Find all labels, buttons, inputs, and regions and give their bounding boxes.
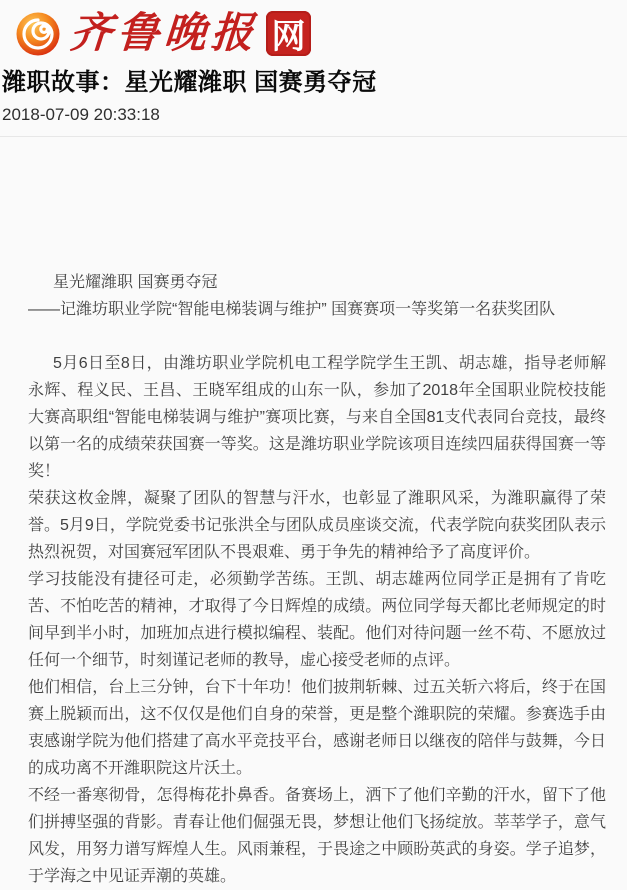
paragraph: 他们相信，台上三分钟，台下十年功！他们披荆斩棘、过五关斩六将后，终于在国赛上脱颖而出，这不仅仅是他们自身的荣誉，更是整个潍职院的荣耀。参赛选手由衷感谢学院为他们搭建了高水平竞技平台，感谢老师日以继夜的陪伴与鼓舞，今日的成功离不开潍职院这片沃土。 (28, 679, 606, 777)
logo-swirl-icon (14, 9, 62, 57)
site-header (0, 0, 627, 60)
header-divider (0, 136, 627, 137)
paragraph: 荣获这枚金牌，凝聚了团队的智慧与汗水，也彰显了潍职风采，为潍职赢得了荣誉。5月9日，学院党委书记张洪全与团队成员座谈交流，代表学院向获奖团队表示热烈祝贺，对国赛冠军团队不畏艰难、勇于争先的精神给予了高度评价。 (28, 490, 606, 561)
paragraph: 学习技能没有捷径可走，必须勤学苦练。王凯、胡志雄两位同学正是拥有了肯吃苦、不怕吃苦的精神，才取得了今日辉煌的成绩。两位同学每天都比老师规定的时间早到半小时，加班加点进行模拟编程、装配。他们对待问题一丝不苟、不愿放过任何一个细节，时刻谨记老师的教导，虚心接受老师的点评。 (28, 571, 606, 669)
logo-brand-text: 齐鲁晚报 (68, 9, 260, 56)
paragraph: 不经一番寒彻骨，怎得梅花扑鼻香。备赛场上，洒下了他们辛勤的汗水，留下了他们拼搏坚强的背影。青春让他们倔强无畏，梦想让他们飞扬绽放。莘莘学子，意气风发，用努力谱写辉煌人生。风雨兼程，于畏途之中顾盼英武的身姿。学子追梦，于学海之中见证弄潮的英雄。 (28, 787, 606, 885)
paragraph: 5月6日至8日，由潍坊职业学院机电工程学院学生王凯、胡志雄，指导老师解永辉、程义民、王昌、王晓军组成的山东一队，参加了2018年全国职业院校技能大赛高职组“智能电梯装调与维护”赛项比赛，与来自全国81支代表同台竞技，最终以第一名的成绩荣获国赛一等奖。这是潍坊职业学院该项目连续四届获得国赛一等奖！ (28, 355, 606, 480)
body-subtitle: ——记潍坊职业学院“智能电梯装调与维护” 国赛赛项一等奖第一名获奖团队 (28, 301, 556, 318)
blank-line (28, 323, 606, 350)
body-heading: 星光耀潍职 国赛勇夺冠 (53, 274, 218, 291)
article-date: 2018-07-09 20:33:18 (2, 105, 160, 124)
article-body (28, 269, 606, 890)
site-logo[interactable] (14, 9, 311, 57)
article-title: 潍职故事：星光耀潍职 国赛勇夺冠 (2, 69, 377, 96)
logo-net-badge: 网 (266, 11, 311, 56)
